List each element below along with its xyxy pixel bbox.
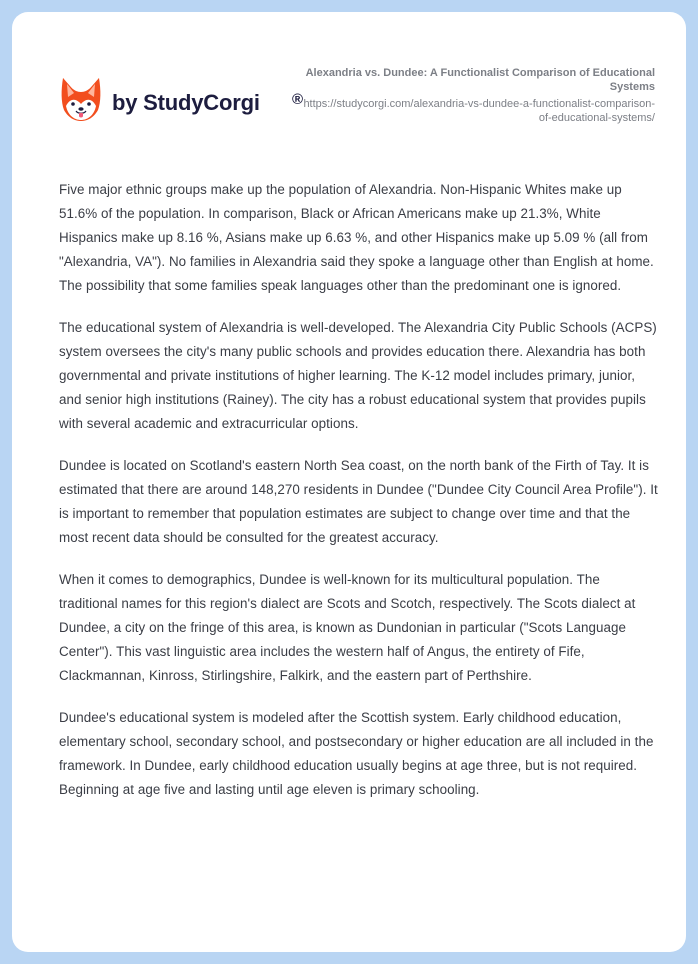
document-url[interactable]: https://studycorgi.com/alexandria-vs-dundee-a-functionalist-comparison-of-educational-systems/: [303, 98, 655, 124]
registered-mark: ®: [292, 91, 304, 108]
document-meta: [295, 66, 655, 125]
paragraph-dundee-education: Dundee's educational system is modeled after the Scottish system. Early childhood education, elementary school, secondary school, and postsecondary or higher education are all included in the framework. In Dundee, early childhood education usually begins at age three, but is not required. Beginning at age five and lasting until age eleven is primary schooling.: [59, 710, 654, 797]
document-title: Alexandria vs. Dundee: A Functionalist Comparison of Educational Systems: [305, 67, 655, 93]
paragraph-dundee-location: Dundee is located on Scotland's eastern North Sea coast, on the north bank of the Firth of Tay. It is estimated that there are around 148,270 residents in Dundee ("Dundee City Council Area Profile"). It is important to remember that population estimates are subject to change over time and that the most recent data should be consulted for the greatest accuracy.: [59, 458, 658, 545]
paragraph-dundee-demographics: When it comes to demographics, Dundee is well-known for its multicultural population. The traditional names for this region's dialect are Scots and Scotch, respectively. The Scots dialect at Dundee, a city on the fringe of this area, is known as Dundonian in particular ("Scots Language Center"). This vast linguistic area includes the western half of Angus, the entirety of Fife, Clackmannan, Kinross, Stirlingshire, Falkirk, and the eastern part of Perthshire.: [59, 572, 636, 683]
studycorgi-logo[interactable]: [60, 76, 304, 122]
document-card: [12, 12, 686, 952]
logo-text: by StudyCorgi: [112, 90, 260, 115]
paragraph-alexandria-demographics: Five major ethnic groups make up the population of Alexandria. Non-Hispanic Whites make up 51.6% of the population. In comparison, Black or African Americans make up 21.3%, White Hispanics make up 8.16 %, Asians make up 6.63 %, and other Hispanics make up 5.09 % (all from "Alexandria, VA"). No families in Alexandria said they spoke a language other than English at home. The possibility that some families speak languages other than the predominant one is ignored.: [59, 182, 654, 293]
paragraph-alexandria-education: The educational system of Alexandria is well-developed. The Alexandria City Public Schools (ACPS) system oversees the city's many public schools and provides education there. Alexandria has both governmental and private institutions of higher learning. The K-12 model includes primary, junior, and senior high institutions (Rainey). The city has a robust educational system that provides pupils with several academic and extracurricular options.: [59, 320, 657, 431]
corgi-icon: [60, 76, 102, 122]
document-body: [59, 178, 659, 820]
document-header: [12, 12, 686, 162]
